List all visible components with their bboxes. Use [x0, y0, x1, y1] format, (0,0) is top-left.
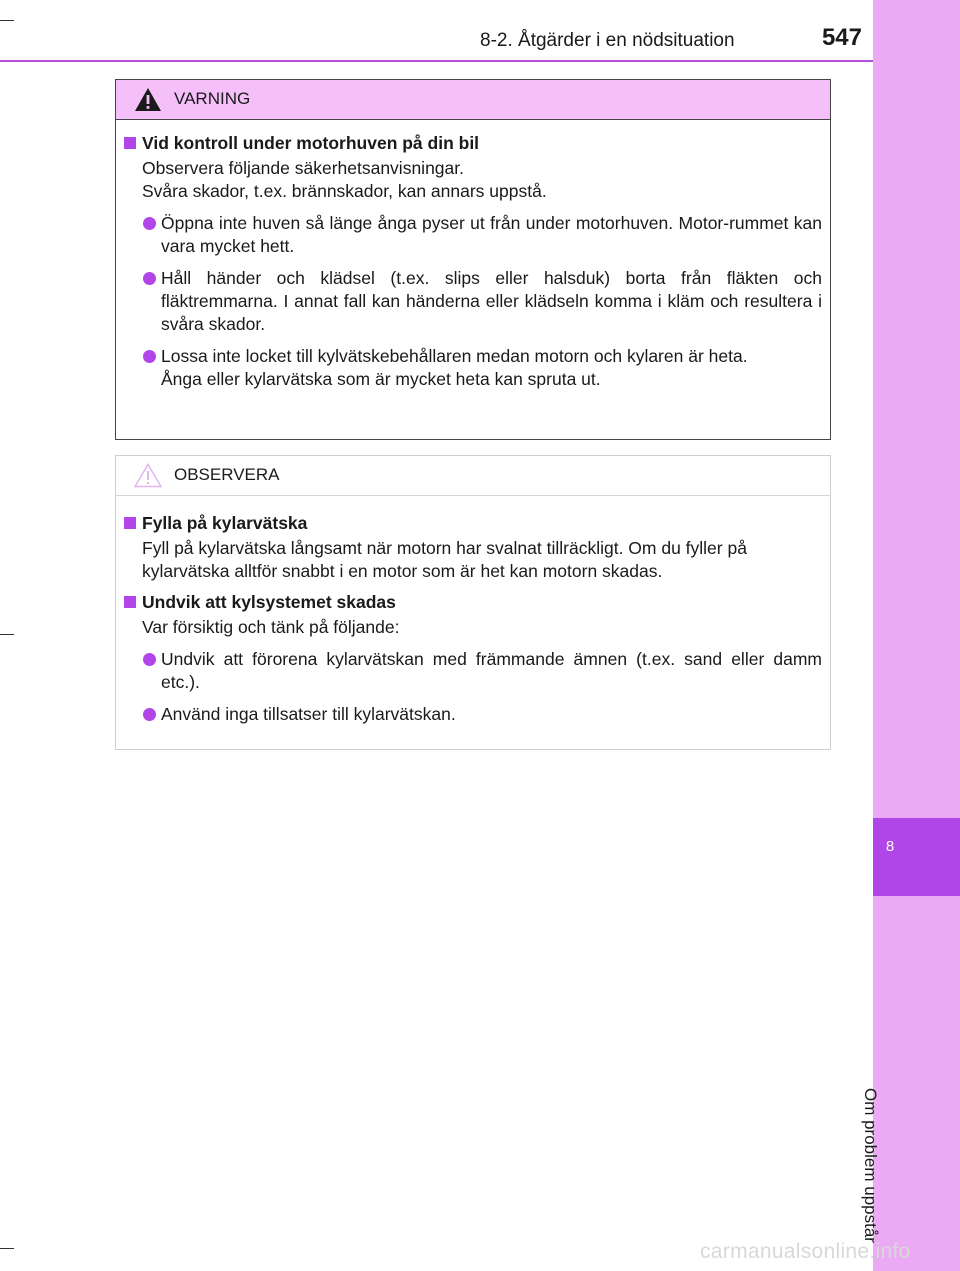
warning-triangle-icon [134, 87, 162, 112]
chapter-number: 8 [885, 838, 895, 855]
chapter-title: Om problem uppstår [861, 1088, 880, 1243]
section-heading: Fylla på kylarvätska [124, 512, 822, 535]
round-bullet-icon [143, 350, 156, 363]
round-bullet-icon [143, 272, 156, 285]
caution-label: OBSERVERA [174, 465, 280, 484]
chapter-side-tab [873, 0, 960, 1271]
list-item: Undvik att förorena kylarvätskan med främmande ämnen (t.ex. sand eller damm etc.). [124, 648, 822, 694]
square-bullet-icon [124, 517, 136, 529]
watermark: carmanualsonline.info [700, 1240, 911, 1263]
intro-line: Observera följande säkerhetsanvisningar. [142, 158, 464, 178]
warning-header [116, 80, 830, 120]
crop-mark [0, 20, 14, 21]
section-title: 8-2. Åtgärder i en nödsituation [480, 30, 735, 51]
list-item: Håll händer och klädsel (t.ex. slips eller halsduk) borta från fläkten och fläktremmarna. I annat fall kan händerna eller klädseln komma i kläm och resultera i svåra skador. [124, 267, 822, 336]
square-bullet-icon [124, 596, 136, 608]
chapter-number-box [873, 818, 960, 896]
page-number: 547 [821, 24, 862, 51]
intro-line: Svåra skador, t.ex. brännskador, kan annars uppstå. [142, 181, 547, 201]
list-item: Öppna inte huven så länge ånga pyser ut från under motorhuven. Motor-rummet kan vara mycket hett. [124, 212, 822, 258]
square-bullet-icon [124, 137, 136, 149]
caution-box [115, 455, 831, 750]
crop-mark [0, 1248, 14, 1249]
round-bullet-icon [143, 708, 156, 721]
caution-content [116, 496, 830, 726]
caution-triangle-icon [134, 463, 162, 488]
section-text: Var försiktig och tänk på följande: [142, 617, 400, 637]
section-text: Fyll på kylarvätska långsamt när motorn har svalnat tillräckligt. Om du fyller på kylarvätska alltför snabbt i en motor som är het kan motorn skadas. [142, 538, 747, 581]
crop-mark [0, 634, 14, 635]
warning-box [115, 79, 831, 440]
header-rule [0, 60, 873, 62]
caution-header [116, 456, 830, 496]
round-bullet-icon [143, 217, 156, 230]
list-item: Använd inga tillsatser till kylarvätskan. [124, 703, 822, 726]
section-heading: Undvik att kylsystemet skadas [124, 591, 822, 614]
warning-content [116, 120, 830, 391]
round-bullet-icon [143, 653, 156, 666]
section-heading: Vid kontroll under motorhuven på din bil [124, 132, 822, 155]
warning-label: VARNING [174, 89, 251, 108]
list-item: Lossa inte locket till kylvätskebehållaren medan motorn och kylaren är heta. Ånga eller kylarvätska som är mycket heta kan spruta ut. [124, 345, 822, 391]
